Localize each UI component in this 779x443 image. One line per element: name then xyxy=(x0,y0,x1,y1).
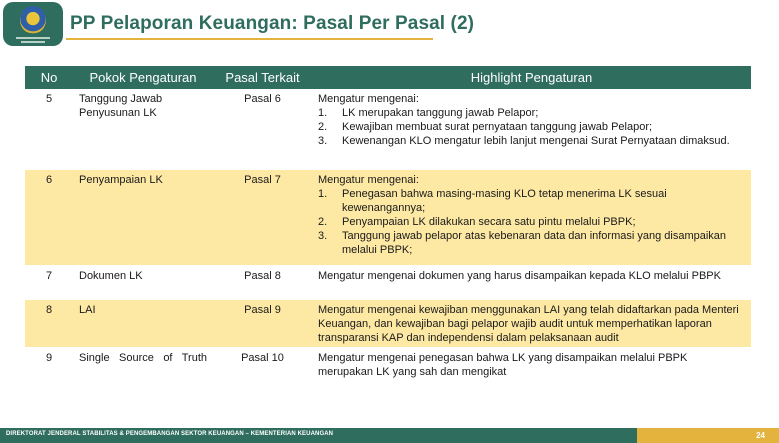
table-row xyxy=(25,265,751,299)
table-row xyxy=(25,347,751,385)
item-number: 3. xyxy=(318,135,328,147)
cell-highlight xyxy=(312,89,751,169)
item-text: Kewenangan KLO mengatur lebih lanjut mengenai Surat Pernyataan dimaksud. xyxy=(342,135,730,147)
cell-pokok: Dokumen LK xyxy=(73,265,213,299)
cell-highlight xyxy=(312,169,751,265)
item-text: Tanggung jawab pelapor atas kebenaran data dan informasi yang disampaikan melalui PBPK; xyxy=(342,229,727,256)
highlight-intro: Mengatur mengenai: xyxy=(318,173,419,186)
item-text: Penegasan bahwa masing-masing KLO tetap menerima LK sesuai kewenangannya; xyxy=(342,187,667,214)
cell-pasal: Pasal 10 xyxy=(213,347,312,385)
page-title: PP Pelaporan Keuangan: Pasal Per Pasal (2) xyxy=(70,13,475,34)
table-row xyxy=(25,169,751,265)
item-number: 1. xyxy=(318,187,328,200)
footer-text: DIREKTORAT JENDERAL STABILITAS & PENGEMBANGAN SEKTOR KEUANGAN – KEMENTERIAN KEUANGAN xyxy=(6,431,334,437)
page-number: 24 xyxy=(637,428,779,443)
item-number: 1. xyxy=(318,107,328,119)
cell-pasal: Pasal 7 xyxy=(213,169,312,265)
title-underline xyxy=(66,38,433,40)
item-number: 3. xyxy=(318,229,328,242)
column-header-highlight: Highlight Pengaturan xyxy=(312,66,751,89)
cell-no: 6 xyxy=(25,169,73,265)
table-row xyxy=(25,299,751,347)
column-header-no: No xyxy=(25,66,73,89)
cell-highlight: Mengatur mengenai kewajiban menggunakan LAI yang telah didaftarkan pada Menteri Keuangan, dan kewajiban bagi pelapor wajib audit untuk memperhatikan laporan transparansi KAP dan independensi dalam pelaksanaan audit xyxy=(312,299,751,347)
highlight-list xyxy=(318,106,745,148)
item-text: LK merupakan tanggung jawab Pelapor; xyxy=(342,107,539,119)
item-number: 2. xyxy=(318,121,328,133)
cell-highlight: Mengatur mengenai dokumen yang harus disampaikan kepada KLO melalui PBPK xyxy=(312,265,751,299)
item-number: 2. xyxy=(318,215,328,228)
cell-pokok: Single Source of Truth xyxy=(73,347,213,385)
cell-no: 9 xyxy=(25,347,73,385)
cell-pasal: Pasal 9 xyxy=(213,299,312,347)
cell-pasal: Pasal 8 xyxy=(213,265,312,299)
cell-pokok: Tanggung Jawab Penyusunan LK xyxy=(73,89,213,169)
table-header-row xyxy=(25,66,751,89)
cell-no: 5 xyxy=(25,89,73,169)
cell-highlight: Mengatur mengenai penegasan bahwa LK yang disampaikan melalui PBPK merupakan LK yang sah dan mengikat xyxy=(312,347,751,385)
cell-pasal: Pasal 6 xyxy=(213,89,312,169)
list-item xyxy=(318,120,745,134)
kemenkeu-emblem-icon xyxy=(20,6,46,34)
cell-pokok: LAI xyxy=(73,299,213,347)
cell-no: 8 xyxy=(25,299,73,347)
table-row xyxy=(25,89,751,169)
highlight-list xyxy=(318,187,745,257)
cell-no: 7 xyxy=(25,265,73,299)
item-text: Kewajiban membuat surat pernyataan tanggung jawab Pelapor; xyxy=(342,121,653,133)
list-item xyxy=(318,106,745,120)
cell-pokok: Penyampaian LK xyxy=(73,169,213,265)
list-item xyxy=(318,229,745,257)
column-header-pokok: Pokok Pengaturan xyxy=(73,66,213,89)
item-text: Penyampaian LK dilakukan secara satu pintu melalui PBPK; xyxy=(342,215,636,228)
list-item xyxy=(318,187,745,215)
logo-wordmark-line xyxy=(21,41,45,43)
logo-wordmark-line xyxy=(16,37,50,39)
column-header-pasal: Pasal Terkait xyxy=(213,66,312,89)
kemenkeu-logo xyxy=(3,2,63,46)
regulation-table xyxy=(25,66,751,386)
list-item xyxy=(318,215,745,229)
footer-bar xyxy=(0,428,779,443)
highlight-intro: Mengatur mengenai: xyxy=(318,93,419,105)
list-item xyxy=(318,134,745,148)
